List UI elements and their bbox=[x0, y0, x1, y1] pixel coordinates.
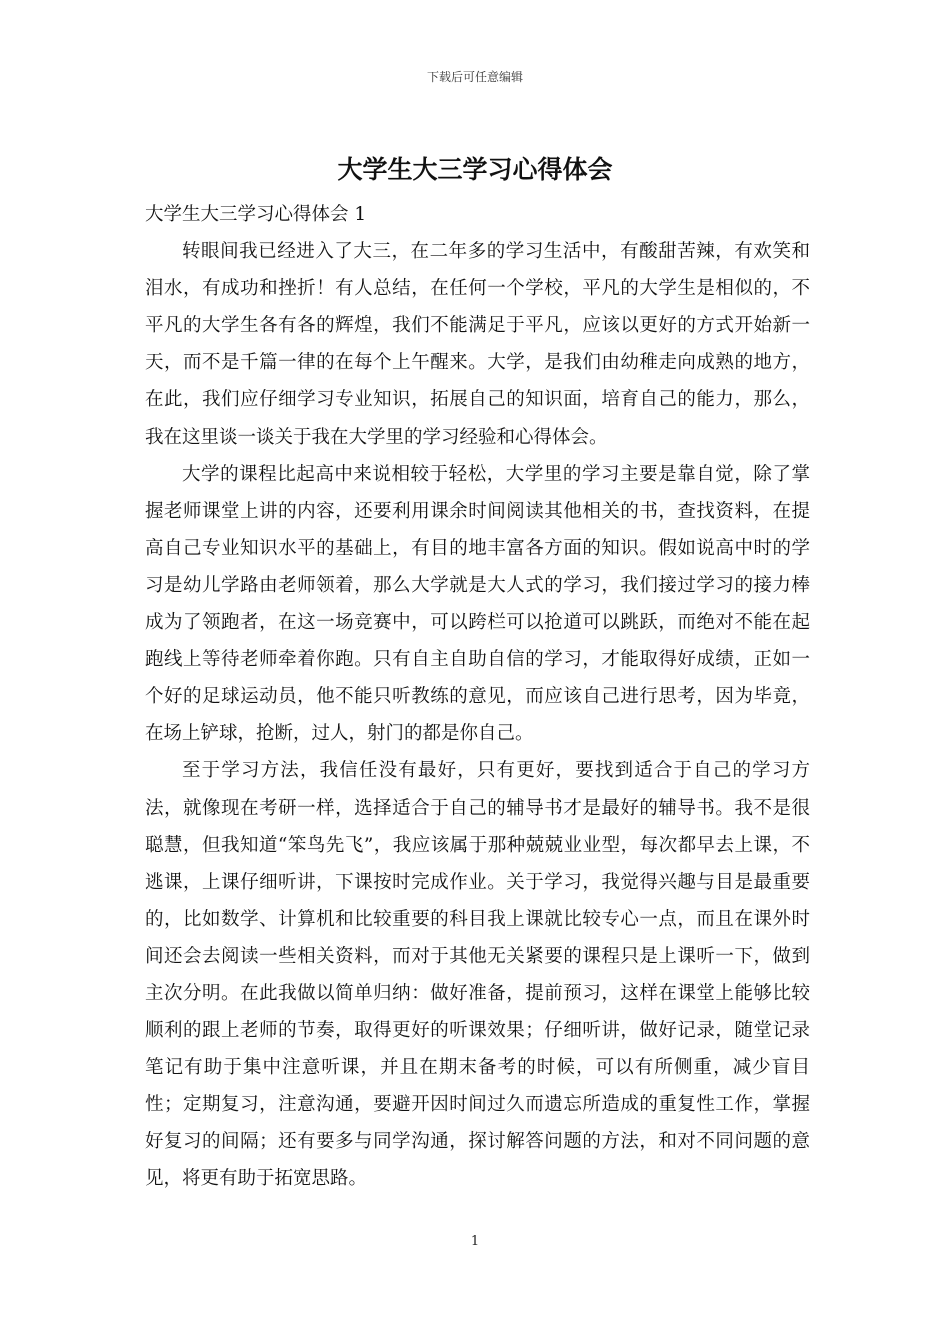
page-number: 1 bbox=[470, 1234, 480, 1249]
paragraph-1: 转眼间我已经进入了大三，在二年多的学习生活中，有酸甜苦辣，有欢笑和泪水，有成功和挫折！有人总结，在任何一个学校，平凡的大学生是相似的，不平凡的大学生各有各的辉煌，我们不能满足于平凡，应该以更好的方式开始新一天，而不是千篇一律的在每个上午醒来。大学，是我们由幼稚走向成熟的地方，在此，我们应仔细学习专业知识，拓展自己的知识面，培育自己的能力，那么，我在这里谈一谈关于我在大学里的学习经验和心得体会。 bbox=[145, 241, 810, 448]
paragraph-2: 大学的课程比起高中来说相较于轻松，大学里的学习主要是靠自觉，除了掌握老师课堂上讲的内容，还要利用课余时间阅读其他相关的书，查找资料，在提高自己专业知识水平的基础上，有目的地丰富各方面的知识。假如说高中时的学习是幼儿学路由老师领着，那么大学就是大人式的学习，我们接过学习的接力棒成为了领跑者，在这一场竞赛中，可以跨栏可以抢道可以跳跃，而绝对不能在起跑线上等待老师牵着你跑。只有自主自助自信的学习，才能取得好成绩，正如一个好的足球运动员，他不能只听教练的意见，而应该自己进行思考，因为毕竟，在场上铲球，抢断，过人，射门的都是你自己。 bbox=[145, 463, 810, 745]
document-title: 大学生大三学习心得体会 bbox=[337, 155, 613, 184]
section-subtitle: 大学生大三学习心得体会 1 bbox=[145, 204, 367, 225]
paragraph-3: 至于学习方法，我信任没有最好，只有更好，要找到适合于自己的学习方法，就像现在考研一样，选择适合于自己的辅导书才是最好的辅导书。我不是很聪慧，但我知道“笨鸟先飞”，我应该属于那种兢兢业业型，每次都早去上课，不逃课，上课仔细听讲，下课按时完成作业。关于学习，我觉得兴趣与目是最重要的，比如数学、计算机和比较重要的科目我上课就比较专心一点，而且在课外时间还会去阅读一些相关资料，而对于其他无关紧要的课程只是上课听一下，做到主次分明。在此我做以简单归纳：做好准备，提前预习，这样在课堂上能够比较顺利的跟上老师的节奏，取得更好的听课效果；仔细听讲，做好记录，随堂记录笔记有助于集中注意听课，并且在期末备考的时候，可以有所侧重，减少盲目性；定期复习，注意沟通，要避开因时间过久而遗忘所造成的重复性工作，掌握好复习的间隔；还有要多与同学沟通，探讨解答问题的方法，和对不同问题的意见，将更有助于拓宽思路。 bbox=[145, 760, 810, 1190]
header-note: 下载后可任意编辑 bbox=[426, 70, 523, 84]
document-body bbox=[145, 196, 810, 1198]
